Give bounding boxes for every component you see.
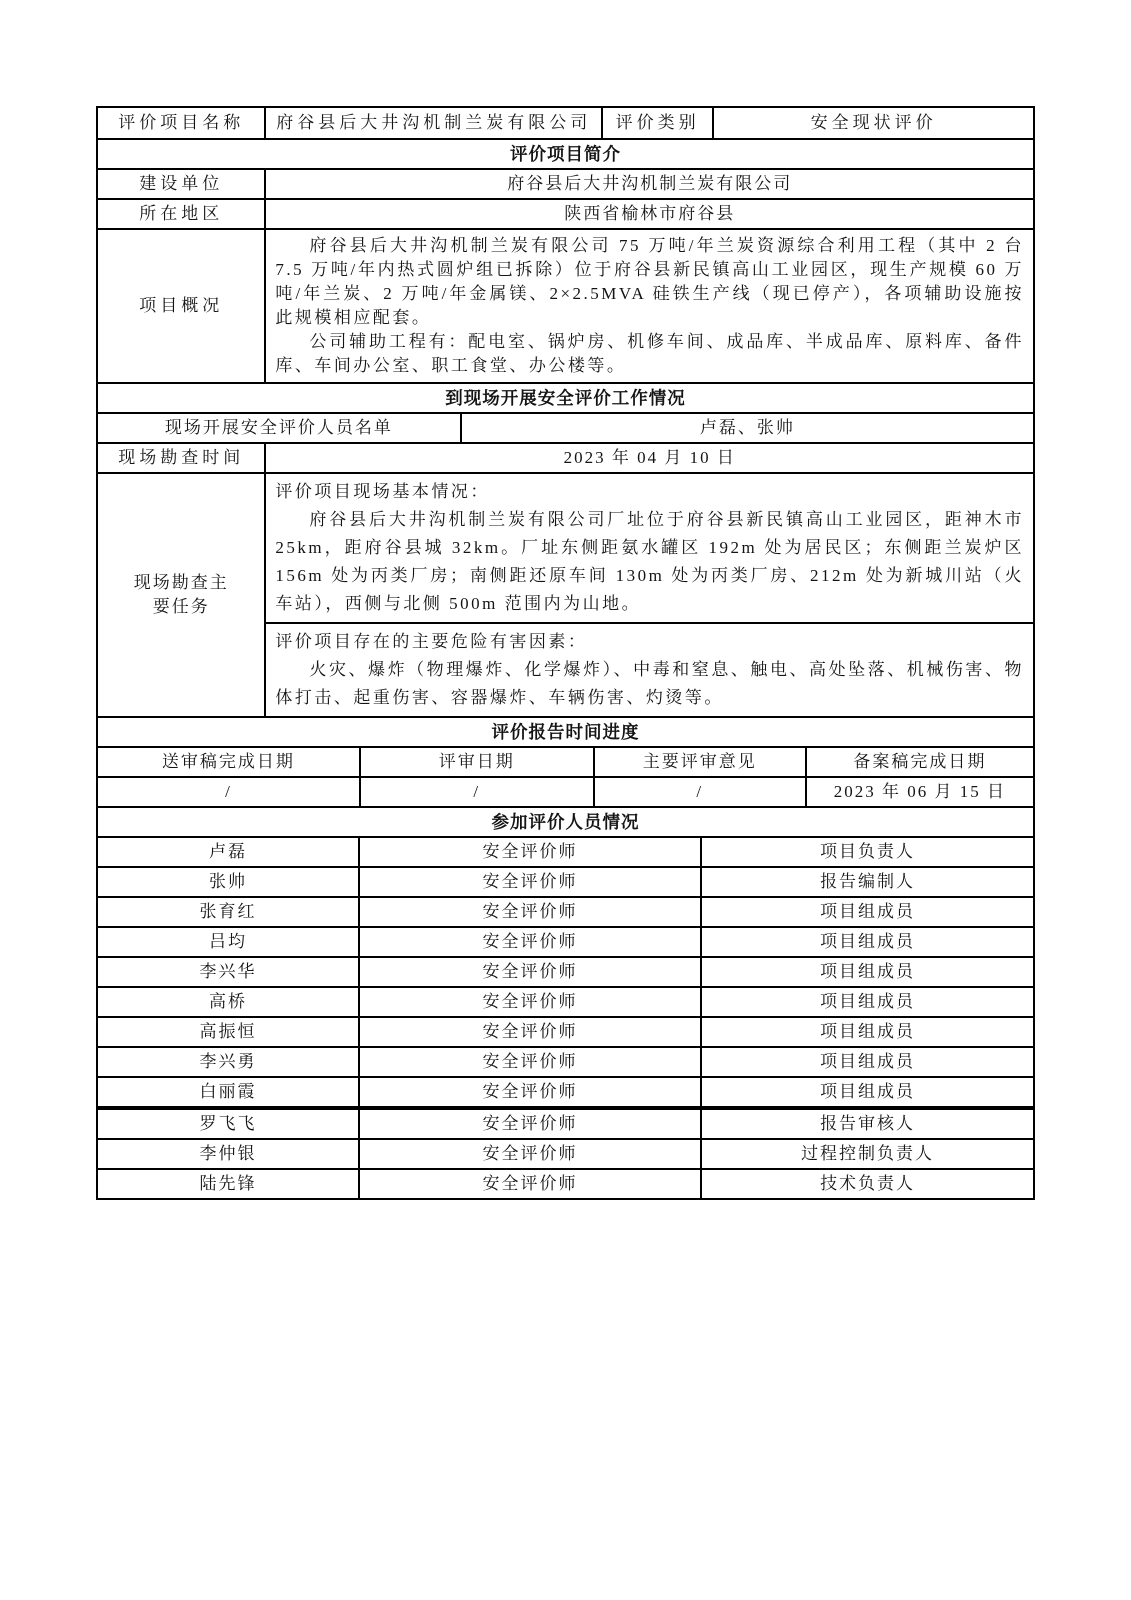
intro-section-header: [98, 138, 1033, 168]
survey-tasks-row: [98, 472, 1033, 716]
schedule-header-review-opinion: 主要评审意见: [593, 748, 805, 776]
participants-section-title: 参加评价人员情况: [491, 812, 640, 832]
site-basic-conditions-body: 府谷县后大井沟机制兰炭有限公司厂址位于府谷县新民镇高山工业园区，距神木市 25km，距府谷县城 32km。厂址东侧距氨水罐区 192m 处为居民区；东侧距兰炭炉区 156m 处为丙类厂房；南侧距还原车间 130m 处为丙类厂房、212m 处为新城川站（火车站），西侧与北侧 500m 范围内为山地。: [275, 510, 1024, 613]
sitework-section-title: 到现场开展安全评价工作情况: [445, 388, 686, 408]
participant-title: 安全评价师: [358, 1140, 700, 1168]
owner-label: 建设单位: [139, 174, 224, 193]
participant-name: 罗飞飞: [199, 1114, 257, 1133]
participant-row: [98, 1138, 1033, 1168]
project-name-label: 评价项目名称: [118, 113, 245, 132]
participant-title: 安全评价师: [358, 988, 700, 1016]
schedule-header-row: [98, 746, 1033, 776]
participant-name: 李兴华: [199, 962, 257, 981]
project-overview-paragraph-2: 公司辅助工程有：配电室、锅炉房、机修车间、成品库、半成品库、原料库、备件库、车间办公室、职工食堂、办公楼等。: [275, 332, 1024, 375]
project-overview-row: [98, 228, 1033, 382]
hazard-factors-cell: [266, 622, 1033, 716]
participant-title: 安全评价师: [358, 1018, 700, 1046]
survey-date-label: 现场勘查时间: [118, 448, 245, 467]
schedule-header-draft-date: 送审稿完成日期: [161, 752, 295, 771]
participant-name: 李仲银: [199, 1144, 257, 1163]
participant-row: [98, 956, 1033, 986]
participant-role: 项目组成员: [700, 928, 1033, 956]
schedule-value-draft-date: /: [225, 782, 232, 801]
participant-row: [98, 1106, 1033, 1138]
participant-role: 技术负责人: [700, 1170, 1033, 1198]
participant-row: [98, 896, 1033, 926]
participant-name: 白丽霞: [199, 1082, 257, 1101]
survey-date-value: 2023 年 04 月 10 日: [264, 444, 1033, 472]
participant-role: 项目负责人: [700, 838, 1033, 866]
site-basic-conditions-title: 评价项目现场基本情况：: [275, 482, 490, 501]
schedule-value-row: [98, 776, 1033, 806]
participant-name: 卢磊: [208, 842, 247, 861]
region-label: 所在地区: [139, 204, 224, 223]
site-staff-label: 现场开展安全评价人员名单: [164, 418, 393, 437]
project-overview-paragraph-1: 府谷县后大井沟机制兰炭有限公司 75 万吨/年兰炭资源综合利用工程（其中 2 台 7.5 万吨/年内热式圆炉组已拆除）位于府谷县新民镇高山工业园区，现生产规模 60 万吨/年兰炭、2 万吨/年金属镁、2×2.5MVA 硅铁生产线（现已停产），各项辅助设施按此规模相应配套。: [275, 236, 1024, 327]
region-row: [98, 198, 1033, 228]
site-staff-row: [98, 412, 1033, 442]
participant-row: [98, 1076, 1033, 1106]
schedule-value-review-date: /: [359, 778, 593, 806]
participants-section-header: [98, 806, 1033, 836]
schedule-value-review-opinion: /: [593, 778, 805, 806]
participant-row: [98, 1168, 1033, 1198]
schedule-section-title: 评价报告时间进度: [491, 722, 640, 742]
participant-row: [98, 1016, 1033, 1046]
participant-title: 安全评价师: [358, 1170, 700, 1198]
participant-role: 过程控制负责人: [700, 1140, 1033, 1168]
participant-row: [98, 1046, 1033, 1076]
owner-row: [98, 168, 1033, 198]
survey-tasks-label: 现场勘查主要任务: [133, 573, 229, 616]
sitework-section-header: [98, 382, 1033, 412]
intro-section-title: 评价项目简介: [510, 144, 621, 164]
hazard-factors-title: 评价项目存在的主要危险有害因素：: [275, 632, 588, 651]
participant-title: 安全评价师: [358, 898, 700, 926]
schedule-value-final-date: 2023 年 06 月 15 日: [805, 778, 1033, 806]
participant-name: 陆先锋: [199, 1174, 257, 1193]
participant-name: 高桥: [208, 992, 247, 1011]
survey-date-row: [98, 442, 1033, 472]
site-basic-conditions-cell: [266, 474, 1033, 622]
region-value: 陕西省榆林市府谷县: [264, 200, 1033, 228]
participant-role: 报告审核人: [700, 1110, 1033, 1138]
participant-row: [98, 986, 1033, 1016]
participant-name: 张帅: [208, 872, 247, 891]
participant-name: 高振恒: [199, 1022, 257, 1041]
evaluation-category-value: 安全现状评价: [712, 108, 1033, 138]
participant-role: 项目组成员: [700, 988, 1033, 1016]
project-name-value: 府谷县后大井沟机制兰炭有限公司: [264, 108, 601, 138]
participant-title: 安全评价师: [358, 1110, 700, 1138]
hazard-factors-body: 火灾、爆炸（物理爆炸、化学爆炸）、中毒和窒息、触电、高处坠落、机械伤害、物体打击、起重伤害、容器爆炸、车辆伤害、灼烫等。: [275, 660, 1024, 707]
participant-row: [98, 836, 1033, 866]
participant-name: 张育红: [199, 902, 257, 921]
schedule-header-final-date: 备案稿完成日期: [805, 748, 1033, 776]
participant-title: 安全评价师: [358, 1048, 700, 1076]
participant-role: 项目组成员: [700, 1078, 1033, 1106]
participant-name: 吕均: [208, 932, 247, 951]
schedule-header-review-date: 评审日期: [359, 748, 593, 776]
participant-title: 安全评价师: [358, 958, 700, 986]
participant-role: 报告编制人: [700, 868, 1033, 896]
participant-title: 安全评价师: [358, 1078, 700, 1106]
schedule-section-header: [98, 716, 1033, 746]
participant-name: 李兴勇: [199, 1052, 257, 1071]
safety-evaluation-table: [96, 106, 1035, 1200]
project-name-row: [98, 108, 1033, 138]
project-overview-label: 项目概况: [139, 296, 224, 315]
participant-role: 项目组成员: [700, 898, 1033, 926]
participant-role: 项目组成员: [700, 958, 1033, 986]
participant-role: 项目组成员: [700, 1018, 1033, 1046]
site-staff-value: 卢磊、张帅: [460, 414, 1033, 442]
project-overview-content: [264, 230, 1033, 382]
participant-title: 安全评价师: [358, 868, 700, 896]
participant-title: 安全评价师: [358, 928, 700, 956]
evaluation-category-label: 评价类别: [601, 108, 712, 138]
survey-tasks-content: [264, 474, 1033, 716]
owner-value: 府谷县后大井沟机制兰炭有限公司: [264, 170, 1033, 198]
participant-role: 项目组成员: [700, 1048, 1033, 1076]
participant-row: [98, 866, 1033, 896]
participant-title: 安全评价师: [358, 838, 700, 866]
participant-row: [98, 926, 1033, 956]
